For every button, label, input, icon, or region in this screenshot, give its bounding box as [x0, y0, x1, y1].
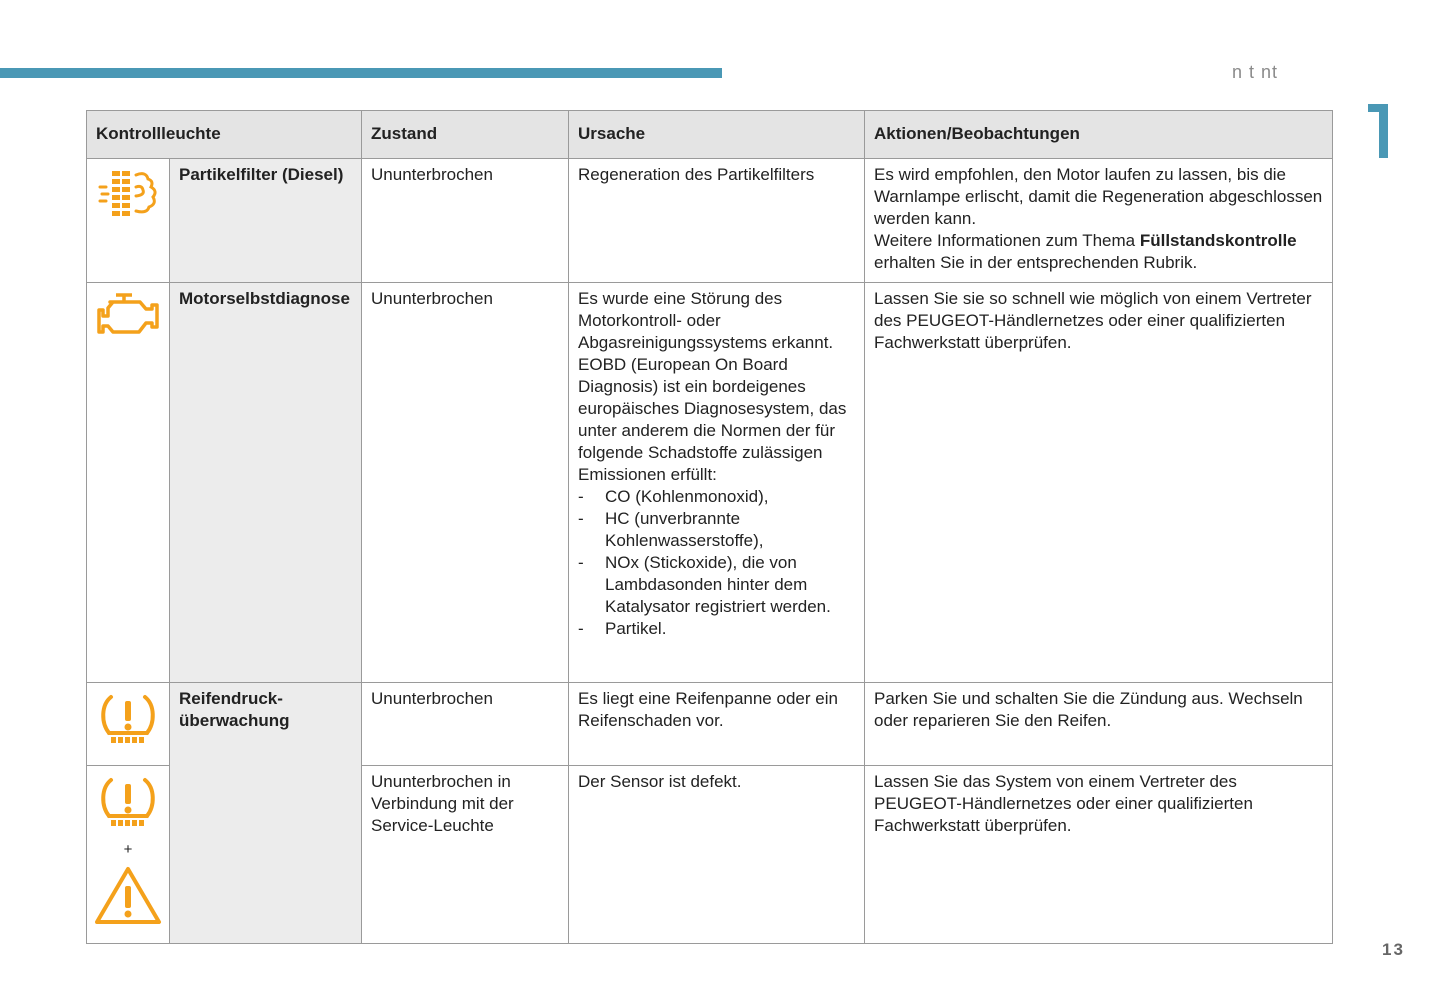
table-row: [87, 283, 1333, 683]
list-item: - Partikel.: [578, 619, 667, 639]
list-item: - HC (unverbrannte Kohlenwasserstoffe),: [578, 509, 764, 551]
column-header-kontrollleuchte: Kontrollleuchte: [87, 111, 362, 159]
table-row: [87, 159, 1333, 283]
state-cell: Ununterbrochen: [362, 283, 569, 683]
column-header-aktionen: Aktionen/Beobachtungen: [865, 111, 1333, 159]
action-cell: [865, 159, 1333, 283]
list-marker: -: [578, 487, 584, 507]
icon-combination-plus: +: [123, 840, 133, 858]
list-marker: -: [578, 509, 584, 529]
cause-intro: Es wurde eine Störung des Motorkontroll- oder Abgasreinigungssystems erkannt.: [578, 289, 834, 353]
warning-light-name: Motorselbstdiagnose: [170, 283, 362, 683]
column-header-zustand: Zustand: [362, 111, 569, 159]
action-cell: Parken Sie und schalten Sie die Zündung aus. Wechseln oder reparieren Sie den Reifen.: [865, 683, 1333, 765]
tire-pressure-icon: [97, 774, 159, 832]
table-row: [87, 683, 1333, 765]
engine-check-icon: [96, 291, 160, 341]
cause-cell: Es liegt eine Reifenpanne oder ein Reifenschaden vor.: [569, 683, 865, 765]
action-more-reference: Füllstandskontrolle: [1139, 231, 1297, 250]
warning-triangle-icon: [93, 864, 163, 926]
icon-cell: [87, 283, 170, 683]
list-marker: -: [578, 553, 584, 573]
cause-cell: [569, 283, 865, 683]
action-cell: Lassen Sie das System von einem Vertreter des PEUGEOT-Händlernetzes oder einer qualifizierten Fachwerkstatt überprüfen.: [865, 765, 1333, 943]
warning-light-name: Partikelfilter (Diesel): [170, 159, 362, 283]
header-accent-bar: [0, 68, 722, 78]
tire-pressure-icon: [97, 691, 159, 749]
icon-cell: [87, 765, 170, 943]
list-marker: -: [578, 619, 584, 639]
list-item: - CO (Kohlenmonoxid),: [578, 487, 769, 507]
chapter-number-tab: [1366, 102, 1394, 160]
state-cell: Ununterbrochen: [362, 159, 569, 283]
cause-detail: EOBD (European On Board Diagnosis) ist ein bordeigenes europäisches Diagnosesystem, das unter anderem die Normen der für folgende Schadstoffe zulässigen Emissionen erfüllt:: [578, 355, 847, 485]
warning-light-name: Reifendruck-überwachung: [170, 683, 362, 944]
action-more-prefix: Weitere Informationen zum Thema: [874, 231, 1140, 250]
state-cell: Ununterbrochen: [362, 683, 569, 765]
action-more-suffix: erhalten Sie in der entsprechenden Rubrik.: [874, 253, 1198, 272]
icon-cell: [87, 159, 170, 283]
cause-cell: Regeneration des Partikelfilters: [569, 159, 865, 283]
state-cell: Ununterbrochen in Verbindung mit der Service-Leuchte: [362, 765, 569, 943]
action-more-info: [874, 230, 1323, 274]
particle-filter-icon: [96, 167, 160, 219]
action-text: Es wird empfohlen, den Motor laufen zu lassen, bis die Warnlampe erlischt, damit die Regeneration abgeschlossen werden kann.: [874, 165, 1323, 228]
cause-cell: Der Sensor ist defekt.: [569, 765, 865, 943]
running-title: n t nt: [1232, 62, 1279, 82]
table-header-row: [87, 111, 1333, 159]
list-item: - NOx (Stickoxide), die von Lambdasonden hinter dem Katalysator registriert werden.: [578, 553, 831, 617]
column-header-ursache: Ursache: [569, 111, 865, 159]
page-number: 13: [1382, 940, 1405, 959]
pollutant-list: [578, 486, 855, 640]
action-cell: Lassen Sie sie so schnell wie möglich von einem Vertreter des PEUGEOT-Händlernetzes oder einer qualifizierten Fachwerkstatt überprüfen.: [865, 283, 1333, 683]
icon-cell: [87, 683, 170, 765]
warning-lights-table: [86, 110, 1333, 944]
